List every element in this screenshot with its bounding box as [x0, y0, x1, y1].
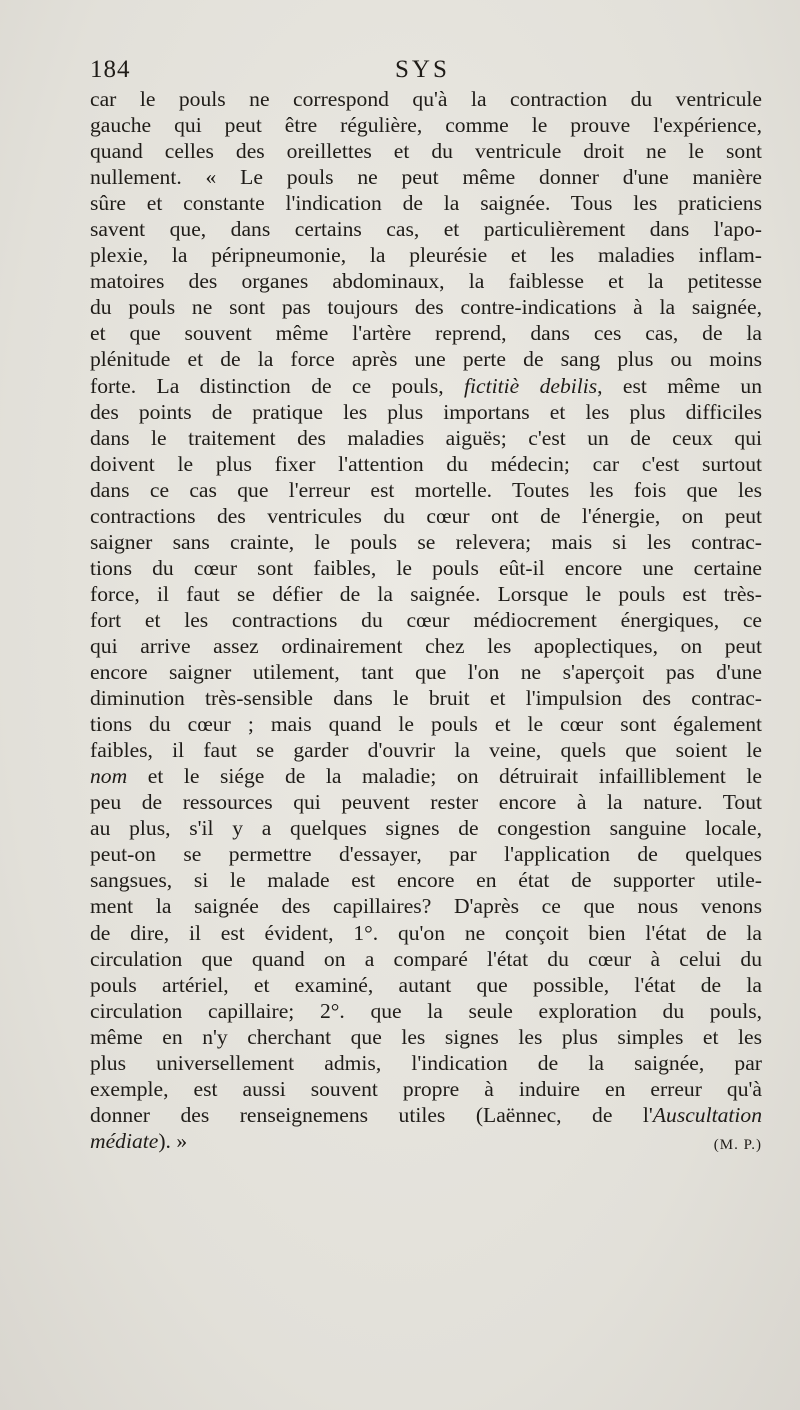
text-line: des points de pratique les plus importans et les plus difficiles [90, 399, 762, 424]
text-line: nullement. « Le pouls ne peut même donner d'une manière [90, 165, 762, 190]
text-line: peu de ressources qui peuvent rester encore à la nature. Tout [90, 790, 762, 815]
author-signature: (M. P.) [713, 1136, 762, 1153]
text-line: encore saigner utilement, tant que l'on ne s'aperçoit pas d'une [90, 660, 762, 685]
text-line: gauche qui peut être régulière, comme le prouve l'expérience, [90, 113, 762, 138]
text-line: ment la saignée des capillaires? D'après ce que nous venons [90, 894, 762, 919]
text-line: dans ce cas que l'erreur est mortelle. Toutes les fois que les [90, 477, 762, 502]
page-header [90, 56, 760, 86]
text-line: quand celles des oreillettes et du ventricule droit ne le sont [90, 139, 762, 164]
italic-run: nom [90, 764, 128, 789]
text-line: saigner sans crainte, le pouls se relevera; mais si les contrac- [90, 529, 762, 554]
text-line: et que souvent même l'artère reprend, dans ces cas, de la [90, 321, 762, 346]
text-line: fort et les contractions du cœur médiocrement énergiques, ce [90, 607, 762, 632]
text-line: car le pouls ne correspond qu'à la contraction du ventricule [90, 87, 762, 111]
running-head: SYS [395, 56, 450, 83]
text-line [90, 763, 762, 789]
text-line: qui arrive assez ordinairement chez les apoplectiques, on peut [90, 633, 762, 658]
text-line: même en n'y cherchant que les signes les plus simples et les [90, 1024, 762, 1049]
text-line: pouls artériel, et examiné, autant que possible, l'état de la [90, 972, 762, 997]
text-line: plus universellement admis, l'indication de la saignée, par [90, 1050, 762, 1075]
text-line: sangsues, si le malade est encore en état de supporter utile- [90, 868, 762, 893]
text-run: forte. La distinction de ce pouls, [90, 373, 465, 398]
text-line: dans le traitement des maladies aiguës; c'est un de ceux qui [90, 425, 762, 450]
text-run: , est même un [597, 373, 762, 398]
text-line: peut-on se permettre d'essayer, par l'application de quelques [90, 842, 762, 867]
text-line: contractions des ventricules du cœur ont de l'énergie, on peut [90, 503, 762, 528]
text-line: faibles, il faut se garder d'ouvrir la veine, quels que soient le [90, 738, 762, 763]
text-run: ). » [158, 1128, 188, 1153]
text-line: sûre et constante l'indication de la saignée. Tous les praticiens [90, 191, 762, 216]
text-line: plexie, la péripneumonie, la pleurésie et les maladies inflam- [90, 243, 762, 268]
text-line: tions du cœur sont faibles, le pouls eût-il encore une certaine [90, 555, 762, 580]
italic-run: fictitiè debilis [464, 373, 598, 398]
text-line [90, 373, 762, 399]
text-line-final [90, 1128, 762, 1154]
text-run: et le siége de la maladie; on détruirait infailliblement le [127, 764, 762, 789]
text-line: diminution très-sensible dans le bruit et l'impulsion des contrac- [90, 686, 762, 711]
text-line: du pouls ne sont pas toujours des contre-indications à la saignée, [90, 295, 762, 320]
text-run: donner des renseignemens utiles (Laënnec, de l' [90, 1102, 653, 1127]
text-line: circulation capillaire; 2°. que la seule exploration du pouls, [90, 998, 762, 1023]
page-number: 184 [90, 56, 131, 83]
italic-run: médiate [90, 1128, 159, 1153]
text-line: plénitude et de la force après une perte de sang plus ou moins [90, 347, 762, 372]
text-line: matoires des organes abdominaux, la faiblesse et la petitesse [90, 269, 762, 294]
body-text [90, 86, 762, 1154]
text-line: exemple, est aussi souvent propre à induire en erreur qu'à [90, 1076, 762, 1101]
text-line: savent que, dans certains cas, et particulièrement dans l'apo- [90, 217, 762, 242]
text-line: force, il faut se défier de la saignée. Lorsque le pouls est très- [90, 581, 762, 606]
italic-run: Auscultation [652, 1102, 762, 1127]
text-line: doivent le plus fixer l'attention du médecin; car c'est surtout [90, 451, 762, 476]
text-line: tions du cœur ; mais quand le pouls et le cœur sont également [90, 712, 762, 737]
text-line: au plus, s'il y a quelques signes de congestion sanguine locale, [90, 816, 762, 841]
text-line [90, 1102, 762, 1128]
text-line: circulation que quand on a comparé l'état du cœur à celui du [90, 946, 762, 971]
text-line: de dire, il est évident, 1°. qu'on ne conçoit bien l'état de la [90, 920, 762, 945]
